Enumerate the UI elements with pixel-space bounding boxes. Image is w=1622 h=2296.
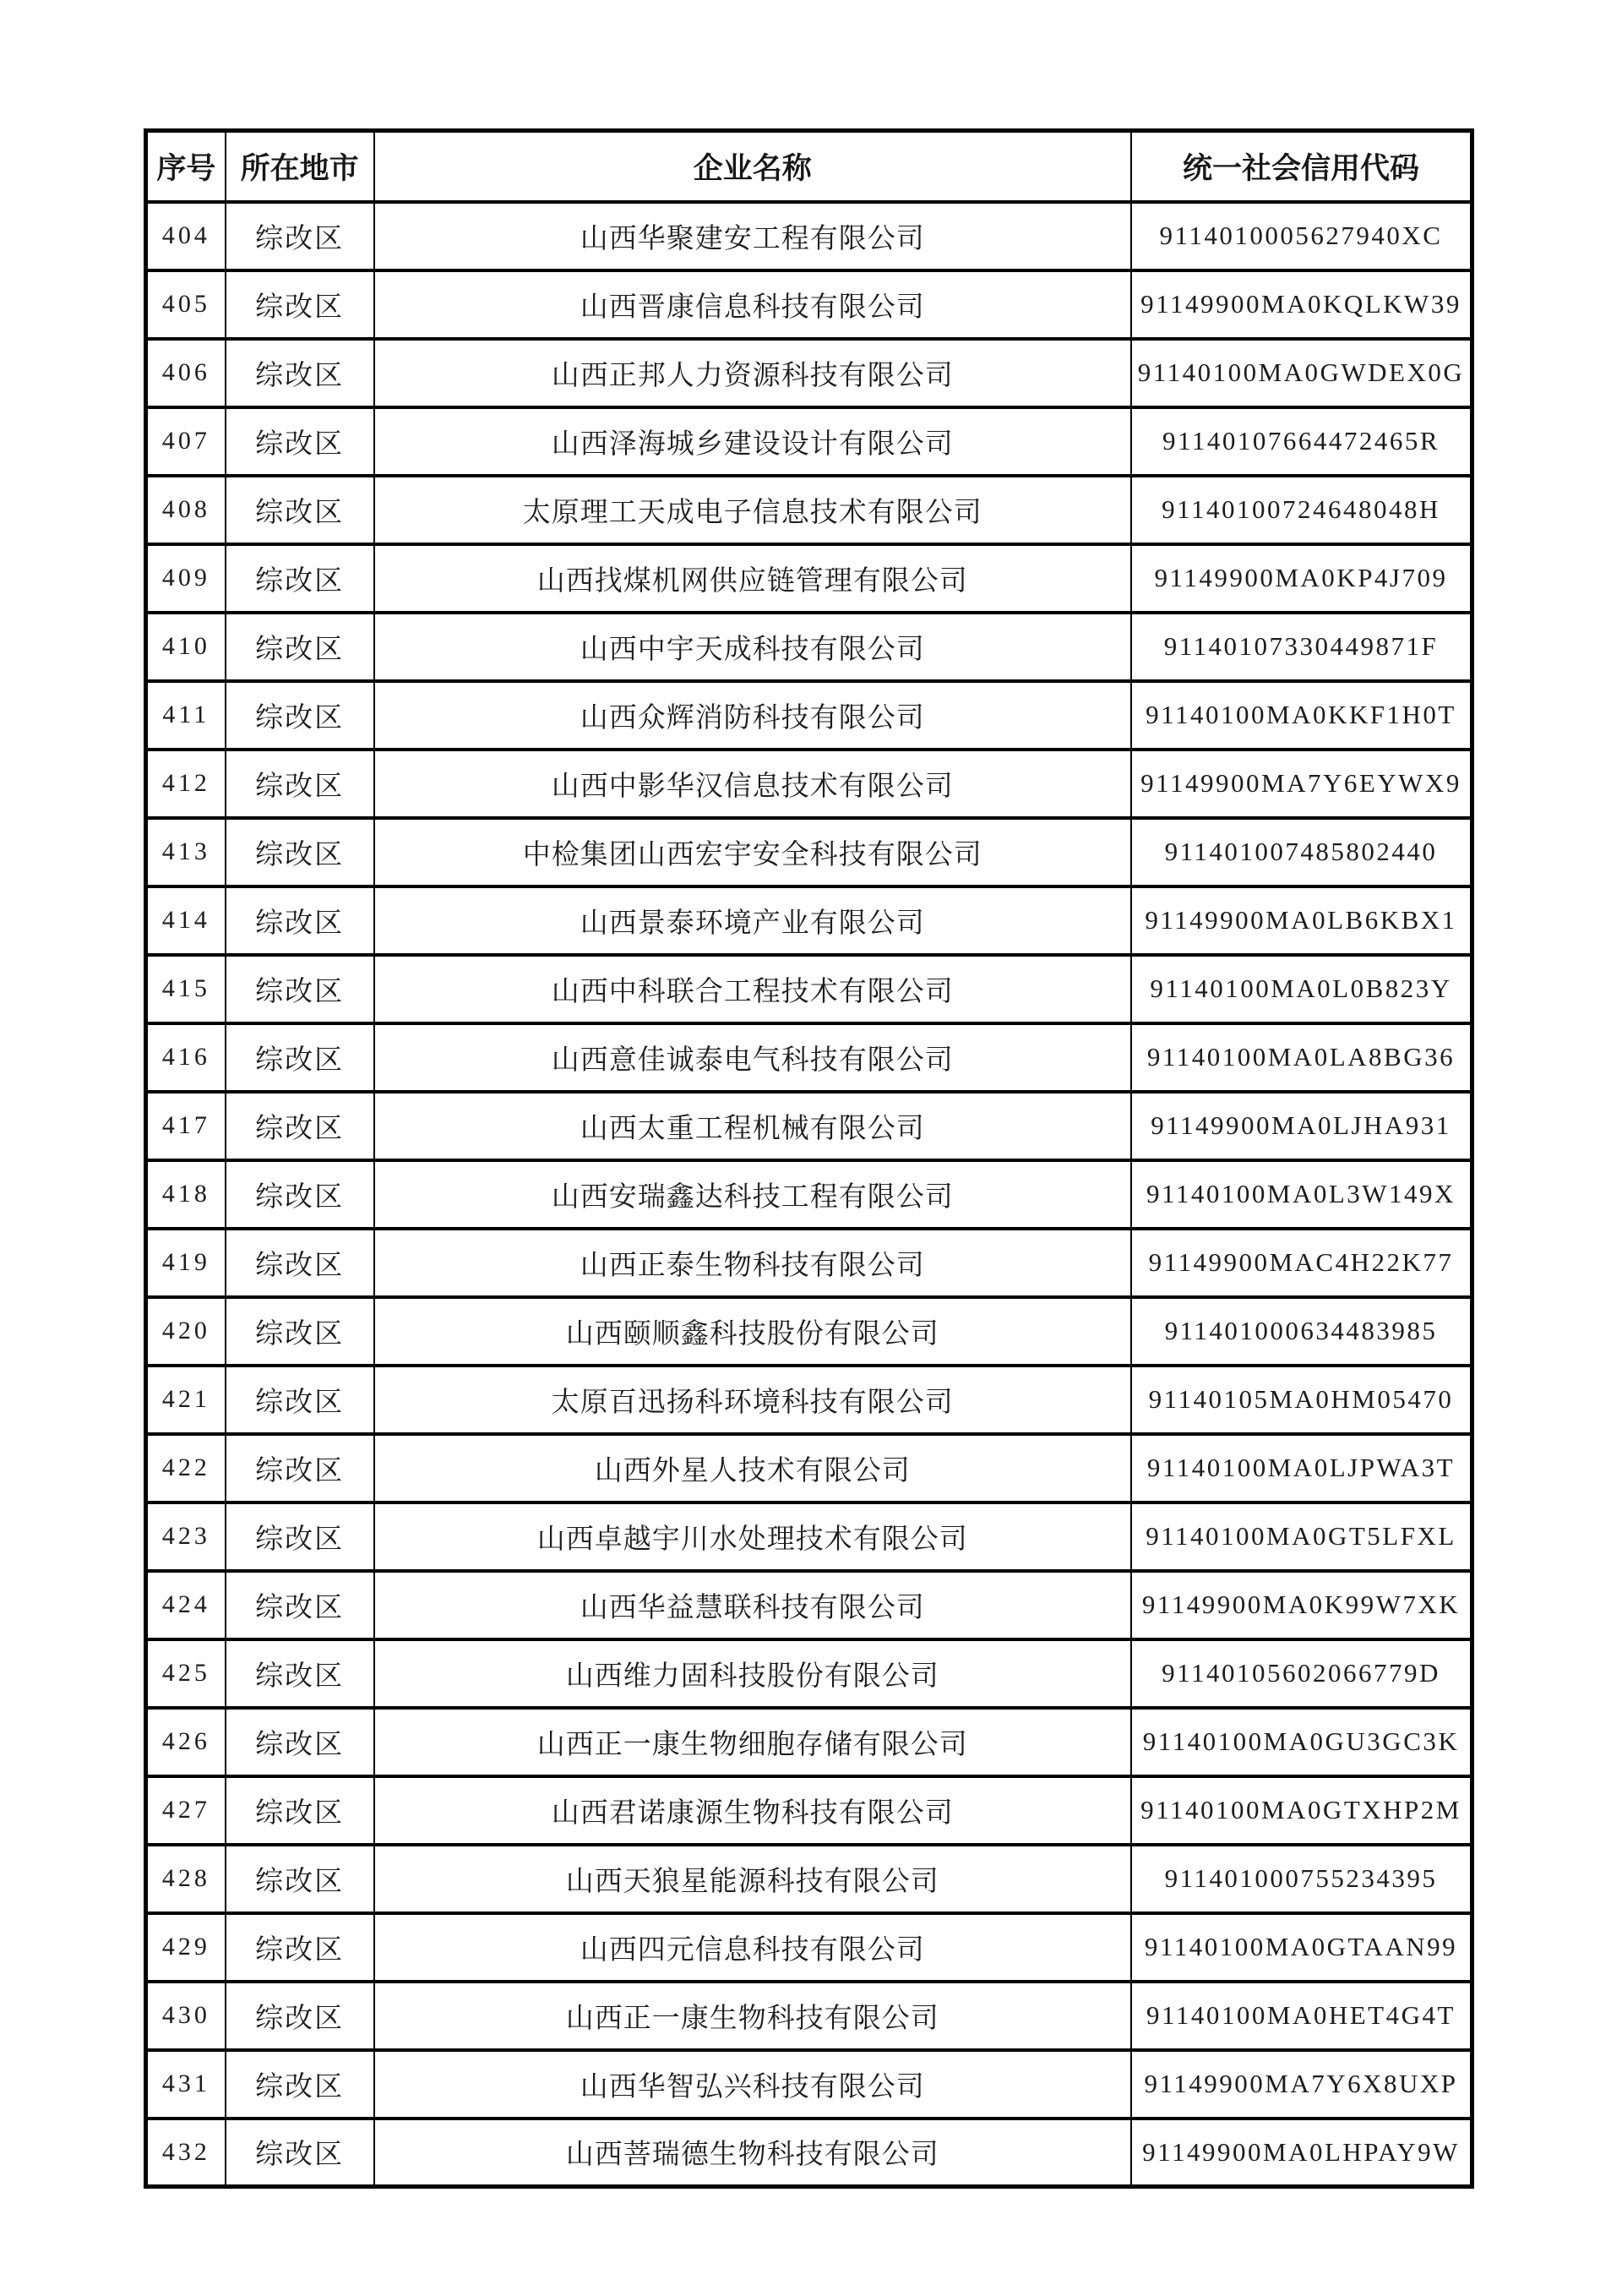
row-seq-cell: 421 bbox=[146, 1366, 226, 1434]
row-seq-cell: 418 bbox=[146, 1160, 226, 1229]
row-city-cell: 综改区 bbox=[226, 1229, 374, 1297]
row-credit-code-cell: 91140105602066779D bbox=[1131, 1639, 1472, 1708]
row-credit-code-cell: 91149900MA0KQLKW39 bbox=[1131, 270, 1472, 339]
row-city-cell: 综改区 bbox=[226, 1434, 374, 1502]
row-company-name-cell: 山西菩瑞德生物科技有限公司 bbox=[374, 2119, 1131, 2187]
row-credit-code-cell: 91149900MA0K99W7XK bbox=[1131, 1571, 1472, 1639]
row-credit-code-cell: 911401007485802440 bbox=[1131, 818, 1472, 886]
row-credit-code-cell: 91140107330449871F bbox=[1131, 613, 1472, 681]
row-company-name-cell: 山西众辉消防科技有限公司 bbox=[374, 681, 1131, 750]
row-city-cell: 综改区 bbox=[226, 339, 374, 407]
row-seq-cell: 415 bbox=[146, 955, 226, 1023]
row-city-cell: 综改区 bbox=[226, 613, 374, 681]
row-seq-cell: 423 bbox=[146, 1502, 226, 1571]
row-seq-cell: 404 bbox=[146, 202, 226, 270]
row-seq-cell: 424 bbox=[146, 1571, 226, 1639]
table-row bbox=[146, 818, 1472, 886]
table-row bbox=[146, 1092, 1472, 1160]
row-credit-code-cell: 91149900MA7Y6EYWX9 bbox=[1131, 750, 1472, 818]
row-city-cell: 综改区 bbox=[226, 2119, 374, 2187]
row-seq-cell: 408 bbox=[146, 476, 226, 544]
row-credit-code-cell: 91149900MA7Y6X8UXP bbox=[1131, 2050, 1472, 2119]
table-row bbox=[146, 202, 1472, 270]
row-seq-cell: 432 bbox=[146, 2119, 226, 2187]
table-row bbox=[146, 1639, 1472, 1708]
row-company-name-cell: 山西晋康信息科技有限公司 bbox=[374, 270, 1131, 339]
table-row bbox=[146, 1571, 1472, 1639]
row-city-cell: 综改区 bbox=[226, 270, 374, 339]
table-row bbox=[146, 407, 1472, 476]
row-credit-code-cell: 91149900MA0LB6KBX1 bbox=[1131, 886, 1472, 955]
row-company-name-cell: 山西泽海城乡建设设计有限公司 bbox=[374, 407, 1131, 476]
row-seq-cell: 426 bbox=[146, 1708, 226, 1776]
table-row bbox=[146, 1160, 1472, 1229]
row-seq-cell: 428 bbox=[146, 1845, 226, 1913]
table-row bbox=[146, 750, 1472, 818]
table-row bbox=[146, 476, 1472, 544]
row-company-name-cell: 山西太重工程机械有限公司 bbox=[374, 1092, 1131, 1160]
row-company-name-cell: 山西正一康生物科技有限公司 bbox=[374, 1982, 1131, 2050]
row-credit-code-cell: 911401000634483985 bbox=[1131, 1297, 1472, 1366]
row-seq-cell: 416 bbox=[146, 1023, 226, 1092]
row-company-name-cell: 山西四元信息科技有限公司 bbox=[374, 1913, 1131, 1982]
row-seq-cell: 409 bbox=[146, 544, 226, 613]
row-city-cell: 综改区 bbox=[226, 1776, 374, 1845]
table-row bbox=[146, 270, 1472, 339]
table-row bbox=[146, 1776, 1472, 1845]
row-seq-cell: 419 bbox=[146, 1229, 226, 1297]
row-credit-code-cell: 91140100MA0GT5LFXL bbox=[1131, 1502, 1472, 1571]
row-company-name-cell: 山西安瑞鑫达科技工程有限公司 bbox=[374, 1160, 1131, 1229]
row-credit-code-cell: 91140100MA0KKF1H0T bbox=[1131, 681, 1472, 750]
row-company-name-cell: 山西中宇天成科技有限公司 bbox=[374, 613, 1131, 681]
row-company-name-cell: 山西中科联合工程技术有限公司 bbox=[374, 955, 1131, 1023]
row-company-name-cell: 山西找煤机网供应链管理有限公司 bbox=[374, 544, 1131, 613]
row-credit-code-cell: 91140100MA0GTAAN99 bbox=[1131, 1913, 1472, 1982]
row-city-cell: 综改区 bbox=[226, 407, 374, 476]
row-company-name-cell: 太原理工天成电子信息技术有限公司 bbox=[374, 476, 1131, 544]
table-row bbox=[146, 1502, 1472, 1571]
table-row bbox=[146, 1708, 1472, 1776]
row-seq-cell: 412 bbox=[146, 750, 226, 818]
row-company-name-cell: 山西外星人技术有限公司 bbox=[374, 1434, 1131, 1502]
row-seq-cell: 406 bbox=[146, 339, 226, 407]
table-row bbox=[146, 1297, 1472, 1366]
row-credit-code-cell: 91140100MA0HET4G4T bbox=[1131, 1982, 1472, 2050]
row-city-cell: 综改区 bbox=[226, 1297, 374, 1366]
row-city-cell: 综改区 bbox=[226, 544, 374, 613]
row-credit-code-cell: 91140105MA0HM05470 bbox=[1131, 1366, 1472, 1434]
row-seq-cell: 407 bbox=[146, 407, 226, 476]
row-credit-code-cell: 91140100MA0LJPWA3T bbox=[1131, 1434, 1472, 1502]
table-body bbox=[146, 202, 1472, 2187]
table-row bbox=[146, 955, 1472, 1023]
table-row bbox=[146, 544, 1472, 613]
row-seq-cell: 422 bbox=[146, 1434, 226, 1502]
header-city: 所在地市 bbox=[226, 131, 374, 202]
row-seq-cell: 410 bbox=[146, 613, 226, 681]
table-row bbox=[146, 1982, 1472, 2050]
row-company-name-cell: 山西华益慧联科技有限公司 bbox=[374, 1571, 1131, 1639]
header-seq: 序号 bbox=[146, 131, 226, 202]
table-header bbox=[146, 131, 1472, 202]
row-seq-cell: 413 bbox=[146, 818, 226, 886]
row-credit-code-cell: 91140100MA0LA8BG36 bbox=[1131, 1023, 1472, 1092]
row-city-cell: 综改区 bbox=[226, 750, 374, 818]
row-city-cell: 综改区 bbox=[226, 1023, 374, 1092]
row-company-name-cell: 山西维力固科技股份有限公司 bbox=[374, 1639, 1131, 1708]
row-city-cell: 综改区 bbox=[226, 1708, 374, 1776]
table-row bbox=[146, 2119, 1472, 2187]
row-city-cell: 综改区 bbox=[226, 202, 374, 270]
row-seq-cell: 411 bbox=[146, 681, 226, 750]
row-city-cell: 综改区 bbox=[226, 1502, 374, 1571]
row-seq-cell: 429 bbox=[146, 1913, 226, 1982]
row-credit-code-cell: 91140100MA0GWDEX0G bbox=[1131, 339, 1472, 407]
header-company-name: 企业名称 bbox=[374, 131, 1131, 202]
row-credit-code-cell: 91140100MA0L0B823Y bbox=[1131, 955, 1472, 1023]
row-credit-code-cell: 91140100MA0GTXHP2M bbox=[1131, 1776, 1472, 1845]
table-row bbox=[146, 886, 1472, 955]
row-city-cell: 综改区 bbox=[226, 818, 374, 886]
row-company-name-cell: 山西正一康生物细胞存储有限公司 bbox=[374, 1708, 1131, 1776]
row-company-name-cell: 山西正邦人力资源科技有限公司 bbox=[374, 339, 1131, 407]
row-credit-code-cell: 91140100724648048H bbox=[1131, 476, 1472, 544]
row-city-cell: 综改区 bbox=[226, 1160, 374, 1229]
row-company-name-cell: 山西华聚建安工程有限公司 bbox=[374, 202, 1131, 270]
row-company-name-cell: 山西意佳诚泰电气科技有限公司 bbox=[374, 1023, 1131, 1092]
row-city-cell: 综改区 bbox=[226, 886, 374, 955]
row-city-cell: 综改区 bbox=[226, 1913, 374, 1982]
table-row bbox=[146, 1366, 1472, 1434]
table-row bbox=[146, 339, 1472, 407]
row-credit-code-cell: 91140100MA0GU3GC3K bbox=[1131, 1708, 1472, 1776]
row-seq-cell: 405 bbox=[146, 270, 226, 339]
row-seq-cell: 420 bbox=[146, 1297, 226, 1366]
row-company-name-cell: 山西正泰生物科技有限公司 bbox=[374, 1229, 1131, 1297]
table-row bbox=[146, 1434, 1472, 1502]
row-credit-code-cell: 9114010005627940XC bbox=[1131, 202, 1472, 270]
row-city-cell: 综改区 bbox=[226, 1845, 374, 1913]
row-credit-code-cell: 91149900MA0KP4J709 bbox=[1131, 544, 1472, 613]
row-city-cell: 综改区 bbox=[226, 1982, 374, 2050]
row-city-cell: 综改区 bbox=[226, 2050, 374, 2119]
row-seq-cell: 430 bbox=[146, 1982, 226, 2050]
row-company-name-cell: 山西君诺康源生物科技有限公司 bbox=[374, 1776, 1131, 1845]
row-city-cell: 综改区 bbox=[226, 1639, 374, 1708]
company-roster-table bbox=[144, 128, 1474, 2189]
row-company-name-cell: 山西卓越宇川水处理技术有限公司 bbox=[374, 1502, 1131, 1571]
row-seq-cell: 427 bbox=[146, 1776, 226, 1845]
row-city-cell: 综改区 bbox=[226, 681, 374, 750]
row-city-cell: 综改区 bbox=[226, 1571, 374, 1639]
header-row bbox=[146, 131, 1472, 202]
row-seq-cell: 417 bbox=[146, 1092, 226, 1160]
table-row bbox=[146, 613, 1472, 681]
row-company-name-cell: 山西中影华汉信息技术有限公司 bbox=[374, 750, 1131, 818]
row-credit-code-cell: 91149900MAC4H22K77 bbox=[1131, 1229, 1472, 1297]
table-row bbox=[146, 1913, 1472, 1982]
row-company-name-cell: 山西天狼星能源科技有限公司 bbox=[374, 1845, 1131, 1913]
row-company-name-cell: 太原百迅扬科环境科技有限公司 bbox=[374, 1366, 1131, 1434]
row-credit-code-cell: 911401000755234395 bbox=[1131, 1845, 1472, 1913]
row-company-name-cell: 中检集团山西宏宇安全科技有限公司 bbox=[374, 818, 1131, 886]
table-row bbox=[146, 1023, 1472, 1092]
row-city-cell: 综改区 bbox=[226, 955, 374, 1023]
row-credit-code-cell: 91140100MA0L3W149X bbox=[1131, 1160, 1472, 1229]
row-company-name-cell: 山西景泰环境产业有限公司 bbox=[374, 886, 1131, 955]
row-credit-code-cell: 91140107664472465R bbox=[1131, 407, 1472, 476]
table-row bbox=[146, 681, 1472, 750]
row-city-cell: 综改区 bbox=[226, 1092, 374, 1160]
table-row bbox=[146, 1845, 1472, 1913]
row-company-name-cell: 山西华智弘兴科技有限公司 bbox=[374, 2050, 1131, 2119]
row-seq-cell: 414 bbox=[146, 886, 226, 955]
table-row bbox=[146, 2050, 1472, 2119]
row-credit-code-cell: 91149900MA0LHPAY9W bbox=[1131, 2119, 1472, 2187]
row-city-cell: 综改区 bbox=[226, 1366, 374, 1434]
row-company-name-cell: 山西颐顺鑫科技股份有限公司 bbox=[374, 1297, 1131, 1366]
row-city-cell: 综改区 bbox=[226, 476, 374, 544]
row-credit-code-cell: 91149900MA0LJHA931 bbox=[1131, 1092, 1472, 1160]
row-seq-cell: 425 bbox=[146, 1639, 226, 1708]
table-row bbox=[146, 1229, 1472, 1297]
header-credit-code: 统一社会信用代码 bbox=[1131, 131, 1472, 202]
row-seq-cell: 431 bbox=[146, 2050, 226, 2119]
